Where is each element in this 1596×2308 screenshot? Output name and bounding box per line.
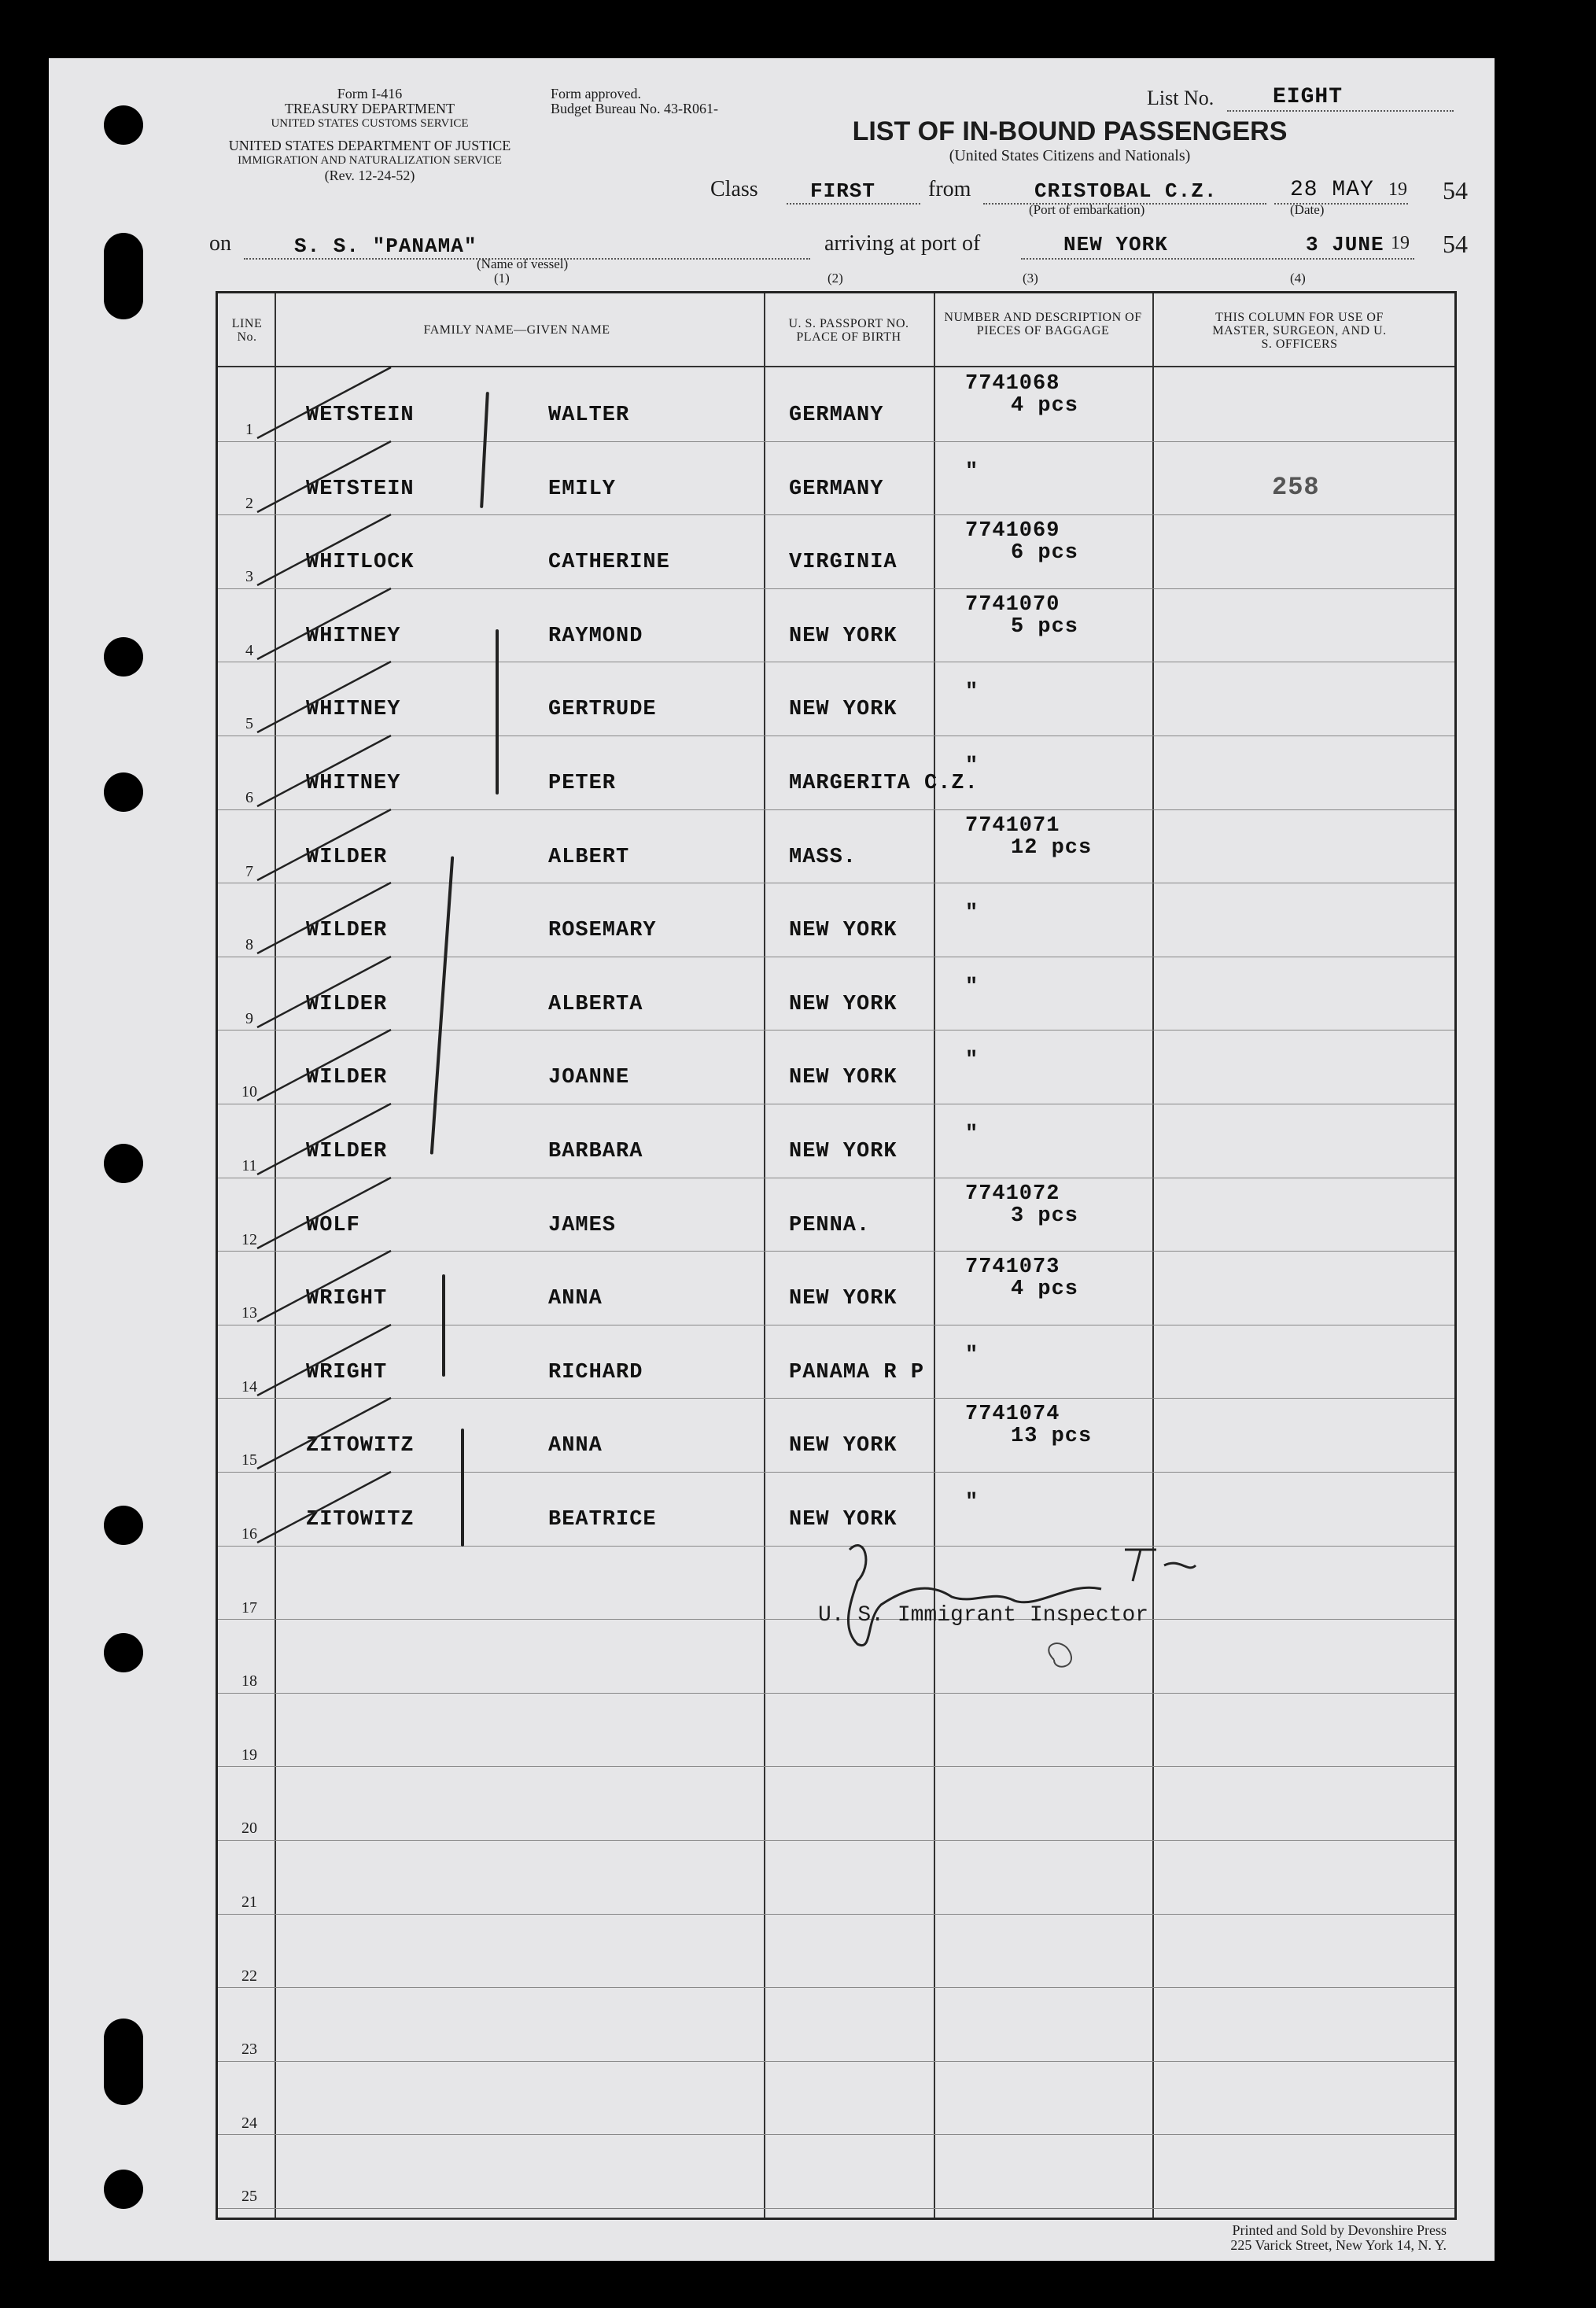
given-name: ALBERTA [548,992,643,1016]
date1-year: 54 [1443,176,1468,205]
family-name: WILDER [306,1140,388,1163]
place-of-birth: NEW YORK [789,624,898,648]
line-number: 16 [241,1525,257,1543]
baggage-number: " [965,1343,979,1367]
inspector-title: U. S. Immigrant Inspector [818,1603,1149,1628]
justice-dept: UNITED STATES DEPARTMENT OF JUSTICE [228,138,511,153]
binder-hole [104,2170,143,2209]
line-number: 10 [241,1083,257,1101]
baggage-number: 7741073 [965,1255,1060,1280]
vessel-name: S. S. "PANAMA" [294,234,477,258]
budget-bureau: Budget Bureau No. 43-R061- [551,101,718,116]
arrival-line [1021,258,1414,260]
on-label: on [209,231,231,256]
line-number: 11 [241,1157,257,1174]
given-name: GERTRUDE [548,698,657,722]
place-of-birth: NEW YORK [789,1140,898,1163]
family-name: WRIGHT [306,1360,388,1384]
class-line [787,203,920,205]
list-no-label: List No. [1147,87,1215,109]
line-number: 21 [241,1893,257,1911]
baggage-number: 7741070 [965,592,1060,617]
line-number: 23 [241,2041,257,2059]
baggage-pieces: 12 pcs [1011,835,1093,860]
family-name: ZITOWITZ [306,1508,415,1532]
officer-note: 258 [1272,472,1320,502]
family-brace [442,1274,445,1377]
vessel-caption: (Name of vessel) [477,256,569,271]
from-label: from [928,177,971,201]
baggage-number: 7741072 [965,1182,1060,1206]
family-name: WETSTEIN [306,477,415,501]
binder-hole [104,2019,143,2105]
date1-value: 28 MAY [1290,178,1374,202]
date-caption: (Date) [1290,202,1325,217]
place-of-birth: NEW YORK [789,698,898,722]
family-name: WILDER [306,919,388,943]
place-of-birth: MASS. [789,845,857,869]
family-name: ZITOWITZ [306,1434,415,1458]
document-title: LIST OF IN-BOUND PASSENGERS [852,116,1288,146]
family-brace [496,629,499,795]
baggage-number: " [965,1049,979,1073]
baggage-number: " [965,1491,979,1514]
form-revision: (Rev. 12-24-52) [324,168,415,183]
given-name: PETER [548,772,617,795]
justice-block [197,138,543,183]
given-name: ANNA [548,1434,603,1458]
embarkation-port: CRISTOBAL C.Z. [1034,179,1218,203]
place-of-birth: GERMANY [789,477,884,501]
approval-block [551,87,739,116]
baggage-pieces: 4 pcs [1011,394,1079,418]
col-marker-4: (4) [1290,271,1306,286]
printer-line-2: 225 Varick Street, New York 14, N. Y. [1230,2237,1447,2253]
check-mark-icon [241,1464,399,1550]
binder-hole [104,105,143,145]
table-row [218,1030,1454,1104]
baggage-number: 7741071 [965,813,1060,838]
place-of-birth: NEW YORK [789,919,898,943]
baggage-number: " [965,680,979,705]
line-number: 6 [245,789,253,806]
table-row [218,957,1454,1030]
table-row [218,367,1454,441]
line-number: 15 [241,1451,257,1469]
place-of-birth: NEW YORK [789,1434,898,1458]
baggage-number: " [965,459,979,484]
list-no-value: EIGHT [1273,85,1344,109]
given-name: JOANNE [548,1066,630,1090]
class-value: FIRST [810,179,876,203]
place-of-birth: VIRGINIA [789,551,898,575]
line-number: 5 [245,715,253,733]
family-name: WOLF [306,1213,360,1237]
table-row [218,1178,1454,1252]
line-number: 7 [245,862,253,880]
place-of-birth: NEW YORK [789,1508,898,1532]
place-of-birth: NEW YORK [789,1287,898,1311]
line-number: 1 [245,421,253,438]
line-number: 18 [241,1672,257,1690]
table-row [218,1914,1454,1988]
baggage-number: 7741068 [965,372,1060,396]
col-marker-2: (2) [827,271,843,286]
family-name: WHITLOCK [306,551,415,575]
given-name: EMILY [548,477,617,501]
family-name: WHITNEY [306,772,401,795]
given-name: ANNA [548,1287,603,1311]
table-row [218,736,1454,809]
family-brace [461,1429,464,1547]
table-row [218,1398,1454,1472]
ins-service: IMMIGRATION AND NATURALIZATION SERVICE [238,154,502,167]
given-name: ROSEMARY [548,919,657,943]
family-name: WILDER [306,845,388,869]
line-number: 14 [241,1377,257,1395]
table-row [218,441,1454,515]
date2-year: 54 [1443,230,1468,258]
header-passport: U. S. PASSPORT NO. PLACE OF BIRTH [788,317,909,344]
col-marker-3: (3) [1023,271,1038,286]
binder-hole [104,772,143,812]
baggage-number: " [965,754,979,778]
line-number: 2 [245,494,253,512]
given-name: BARBARA [548,1140,643,1163]
line-number: 9 [245,1009,253,1027]
table-row [218,662,1454,736]
printer-imprint [1230,2223,1447,2253]
passenger-table [216,291,1457,2220]
line-number: 13 [241,1304,257,1322]
arrival-port: NEW YORK [1063,233,1168,256]
baggage-pieces: 13 pcs [1011,1425,1093,1449]
line-number: 20 [241,1819,257,1838]
given-name: ALBERT [548,845,630,869]
table-row [218,2061,1454,2135]
line-number: 19 [241,1746,257,1764]
family-name: WHITNEY [306,624,401,648]
table-row [218,1104,1454,1178]
place-of-birth: NEW YORK [789,992,898,1016]
table-row [218,1840,1454,1914]
line-number: 3 [245,568,253,586]
family-name: WILDER [306,1066,388,1090]
line-number: 22 [241,1967,257,1985]
baggage-pieces: 4 pcs [1011,1278,1079,1302]
table-row [218,1251,1454,1325]
date1-year-prefix: 19 [1388,179,1407,200]
binder-hole [104,233,143,319]
line-number: 17 [241,1598,257,1617]
baggage-pieces: 6 pcs [1011,541,1079,566]
place-of-birth: MARGERITA C.Z. [789,772,979,795]
document-subtitle: (United States Citizens and Nationals) [949,147,1191,164]
date2-year-prefix: 19 [1391,233,1410,253]
embarkation-caption: (Port of embarkation) [1029,202,1145,217]
form-number: Form I-416 [337,86,403,101]
binder-hole [104,1144,143,1183]
table-row [218,1766,1454,1840]
baggage-number: " [965,901,979,926]
table-row [218,1987,1454,2061]
baggage-pieces: 5 pcs [1011,614,1079,639]
baggage-number: 7741074 [965,1403,1060,1427]
col-marker-1: (1) [494,271,510,286]
header-line-no: LINE No. [231,317,263,344]
given-name: RAYMOND [548,624,643,648]
table-row [218,514,1454,588]
form-info-block [236,87,503,131]
line-number: 4 [245,641,253,659]
binder-hole [104,1506,143,1545]
baggage-number: " [965,1123,979,1146]
header-name: FAMILY NAME—GIVEN NAME [423,323,610,337]
line-number: 25 [241,2188,257,2206]
place-of-birth: PANAMA R P [789,1360,925,1384]
place-of-birth: PENNA. [789,1213,871,1237]
given-name: CATHERINE [548,551,670,575]
baggage-number: 7741069 [965,519,1060,544]
binder-hole [104,1633,143,1672]
place-of-birth: NEW YORK [789,1066,898,1090]
customs-service: UNITED STATES CUSTOMS SERVICE [271,117,469,130]
line-number: 12 [241,1230,257,1248]
given-name: RICHARD [548,1360,643,1384]
table-row [218,809,1454,883]
baggage-pieces: 3 pcs [1011,1204,1079,1228]
table-row [218,883,1454,957]
place-of-birth: GERMANY [789,404,884,427]
given-name: JAMES [548,1213,617,1237]
header-officers: THIS COLUMN FOR USE OF MASTER, SURGEON, AND U. S. OFFICERS [1212,311,1387,351]
row-divider [218,2208,1454,2209]
baggage-number: " [965,975,979,999]
binder-hole [104,637,143,677]
printer-line-1: Printed and Sold by Devonshire Press [1232,2222,1447,2238]
given-name: BEATRICE [548,1508,657,1532]
table-row [218,2134,1454,2208]
family-name: WRIGHT [306,1287,388,1311]
line-number: 8 [245,936,253,954]
family-name: WILDER [306,992,388,1016]
form-approved: Form approved. [551,86,641,101]
line-number: 24 [241,2114,257,2132]
arriving-label: arriving at port of [824,231,981,256]
class-label: Class [710,177,758,201]
treasury-dept: TREASURY DEPARTMENT [284,101,455,116]
family-name: WETSTEIN [306,404,415,427]
table-row [218,1325,1454,1399]
header-baggage: NUMBER AND DESCRIPTION OF PIECES OF BAGGAGE [944,311,1142,337]
date2-value: 3 JUNE [1306,233,1384,256]
table-row [218,1693,1454,1767]
table-row [218,588,1454,662]
list-no-line [1227,110,1454,112]
given-name: WALTER [548,404,630,427]
family-name: WHITNEY [306,698,401,722]
